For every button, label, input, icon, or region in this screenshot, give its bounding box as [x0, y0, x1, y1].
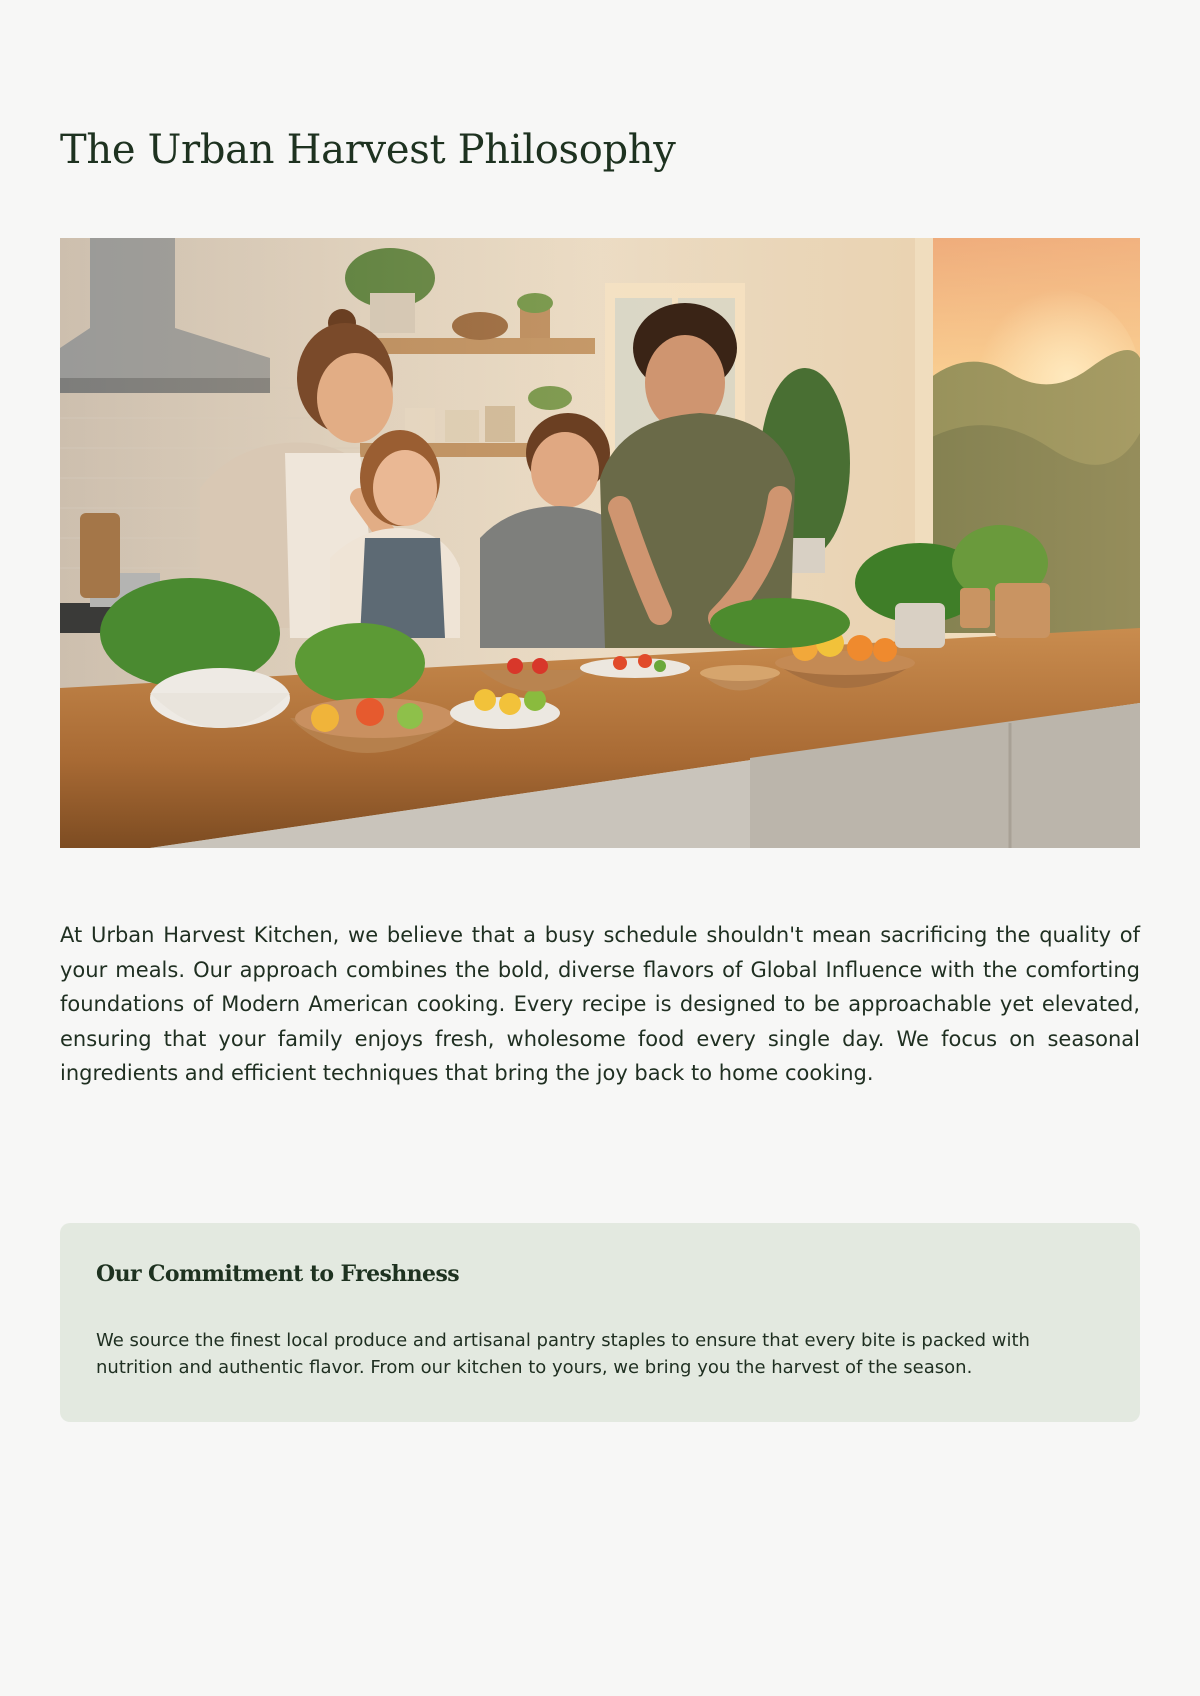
- family-cooking-illustration: [60, 238, 1140, 848]
- page-title: The Urban Harvest Philosophy: [60, 127, 676, 173]
- freshness-callout: [60, 1223, 1140, 1422]
- hero-image: [60, 238, 1140, 848]
- intro-paragraph: At Urban Harvest Kitchen, we believe that a busy schedule shouldn't mean sacrificing the quality of your meals. Our approach combines the bold, diverse flavors of Global Influence with the comforting foundations of Modern American cooking. Every recipe is designed to be approachable yet elevated, ensuring that your family enjoys fresh, wholesome food every single day. We focus on seasonal ingredients and efficient techniques that bring the joy back to home cooking.: [60, 923, 1140, 1085]
- callout-title: Our Commitment to Freshness: [96, 1261, 460, 1287]
- callout-text: We source the finest local produce and artisanal pantry staples to ensure that every bite is packed with nutrition and authentic flavor. From our kitchen to yours, we bring you the harvest of the season.: [96, 1330, 1030, 1378]
